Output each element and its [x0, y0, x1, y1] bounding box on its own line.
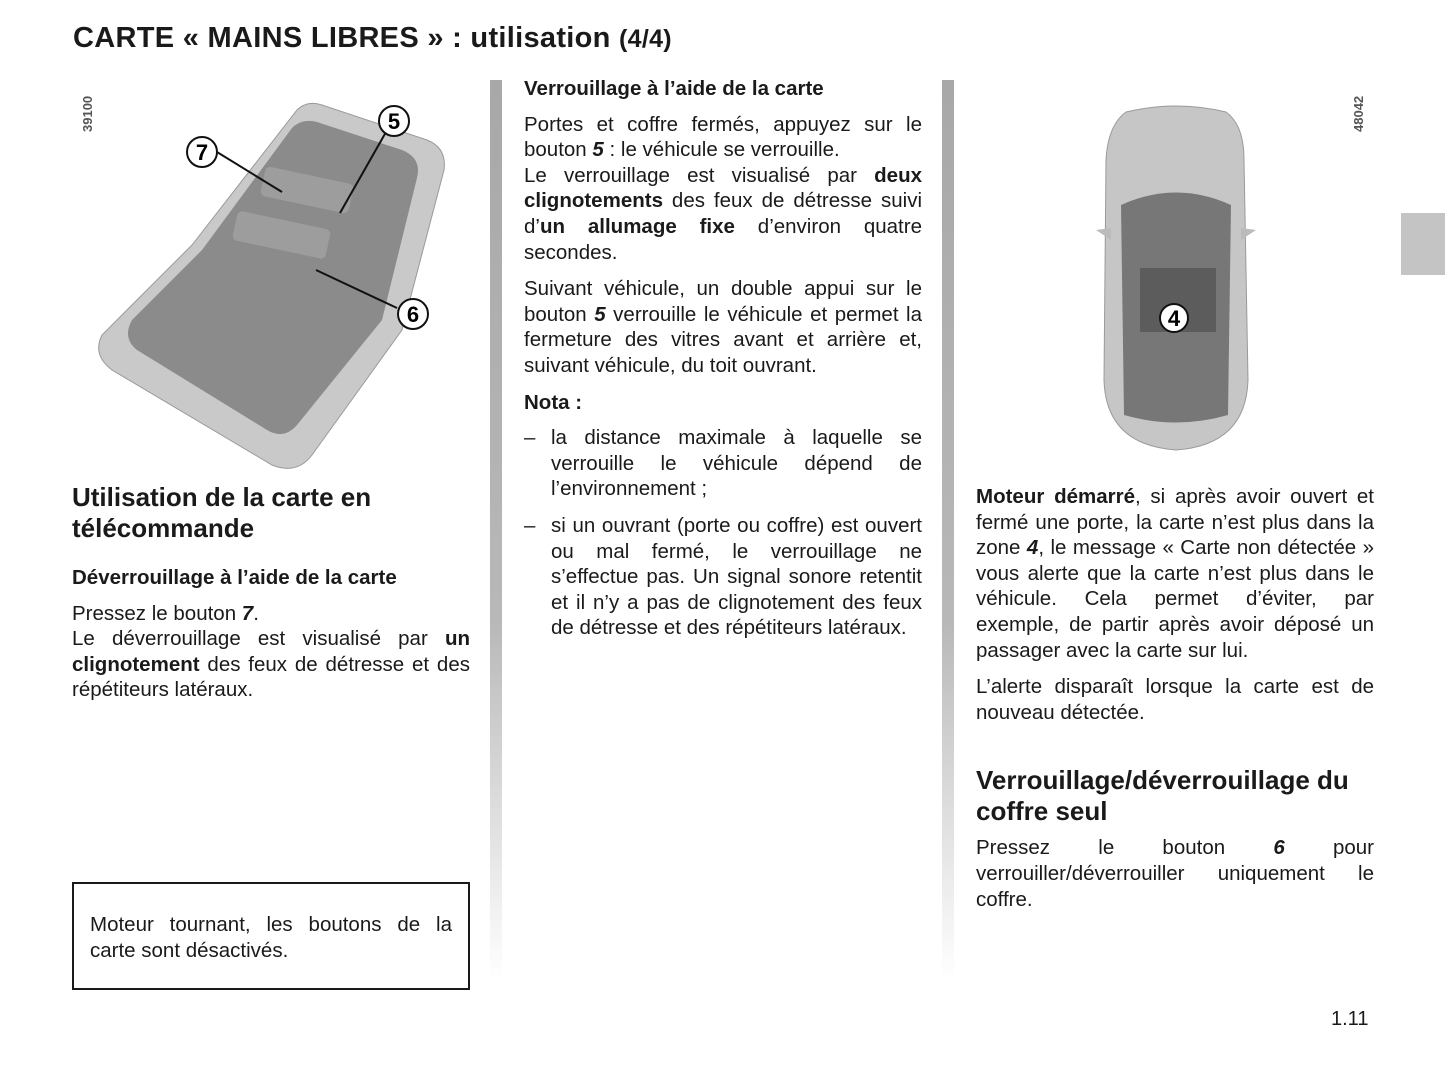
page-number: 1.11 [1331, 1008, 1369, 1030]
svg-text:7: 7 [195, 140, 209, 165]
callout-4 [1160, 304, 1188, 332]
nota-label: Nota : [524, 390, 583, 414]
text-segment: , le message « Carte non détectée » vous alerte que la carte n’est plus dans le véhicule. Cela permet d’éviter, par exemple, de partir après avoir déposé un passager avec la carte sur lui. [976, 536, 1375, 662]
paragraph [976, 674, 1374, 725]
text-segment: L’alerte disparaît lorsque la carte est de nouveau détectée. [976, 675, 1374, 724]
paragraph [976, 835, 1374, 912]
figure-number: 48042 [1351, 95, 1366, 132]
card-illustration [72, 80, 470, 476]
card-figure [72, 80, 470, 476]
text-segment: Le déverrouillage est visualisé par [72, 627, 445, 651]
column-1 [72, 482, 470, 714]
callout-6 [398, 299, 428, 329]
emphasis-segment: 5 [592, 138, 604, 162]
paragraph [976, 484, 1374, 663]
emphasis-segment: 4 [1026, 536, 1039, 560]
subheading: Verrouillage à l’aide de la carte [524, 77, 824, 100]
paragraph [524, 276, 922, 378]
text-segment: , si après avoir ouvert et fermé une porte, la carte n’est plus dans la zone [976, 485, 1374, 560]
emphasis-segment: 6 [1273, 836, 1285, 860]
text-segment: des feux de détresse et des répétiteurs latéraux. [72, 652, 470, 702]
text-segment: . [253, 601, 259, 625]
text-segment: Le verrouillage est visualisé par [524, 163, 875, 187]
paragraph [524, 112, 922, 163]
list-text: la distance maximale à laquelle se verrouille le véhicule dépend de l’environnement ; [551, 426, 922, 501]
figure-number: 39100 [80, 95, 95, 132]
page-indicator: (4/4) [619, 25, 672, 53]
text-segment: des feux de détresse suivi d’ [524, 189, 922, 238]
car-figure [976, 80, 1374, 460]
paragraph [72, 626, 470, 703]
list-text: si un ouvrant (porte ou coffre) est ouvert ou mal fermé, le verrouillage ne s’effectue pas. Un signal sonore retentit et il n’y a pas de clignotement des feux de détresse et des répétiteurs latéraux. [551, 513, 922, 640]
text-segment: pour verrouiller/déverrouiller uniquement le coffre. [976, 836, 1374, 911]
dash: – [524, 513, 536, 537]
list-item [524, 425, 922, 502]
svg-text:5: 5 [387, 109, 401, 134]
emphasis-segment: un allumage fixe [539, 214, 735, 238]
emphasis-segment: deux clignotements [524, 163, 922, 213]
list-item [524, 513, 922, 641]
text-segment: verrouille le véhicule et permet la fermeture des vitres avant et arrière et, suivant véhicule, du toit ouvrant. [524, 302, 922, 377]
section-heading: Utilisation de la carte en télécommande [72, 482, 372, 543]
dash: – [524, 426, 536, 450]
chapter-tab [1401, 213, 1445, 275]
svg-text:6: 6 [406, 302, 420, 327]
emphasis-segment: 7 [241, 601, 254, 625]
svg-text:4: 4 [1167, 306, 1181, 331]
callout-7 [187, 137, 217, 167]
paragraph [524, 163, 922, 265]
paragraph [72, 601, 470, 627]
text-segment: Pressez le bouton [72, 601, 242, 625]
column-3 [976, 484, 1374, 923]
subheading: Déverrouillage à l’aide de la carte [72, 566, 397, 589]
section-heading: Verrouillage/déverrouillage du coffre seul [976, 765, 1349, 827]
text-segment: : le véhicule se verrouille. [603, 138, 840, 162]
title-text: CARTE « MAINS LIBRES » : utilisation [73, 22, 611, 54]
callout-5 [379, 106, 409, 136]
text-segment: d’environ quatre secondes. [524, 214, 922, 264]
emphasis-segment: Moteur démarré [976, 485, 1135, 508]
note-text: Moteur tournant, les boutons de la carte sont désactivés. [90, 913, 452, 962]
column-divider [942, 80, 954, 980]
text-segment: Portes et coffre fermés, appuyez sur le bouton [524, 112, 922, 162]
emphasis-segment: un clignotement [72, 627, 470, 676]
note-box [72, 882, 470, 990]
text-segment: Suivant véhicule, un double appui sur le bouton [524, 277, 922, 326]
column-2 [524, 76, 922, 652]
car-illustration [976, 80, 1374, 460]
emphasis-segment: 5 [594, 302, 606, 326]
column-divider [490, 80, 502, 980]
text-segment: Pressez le bouton [976, 836, 1274, 860]
page-title [73, 22, 672, 55]
